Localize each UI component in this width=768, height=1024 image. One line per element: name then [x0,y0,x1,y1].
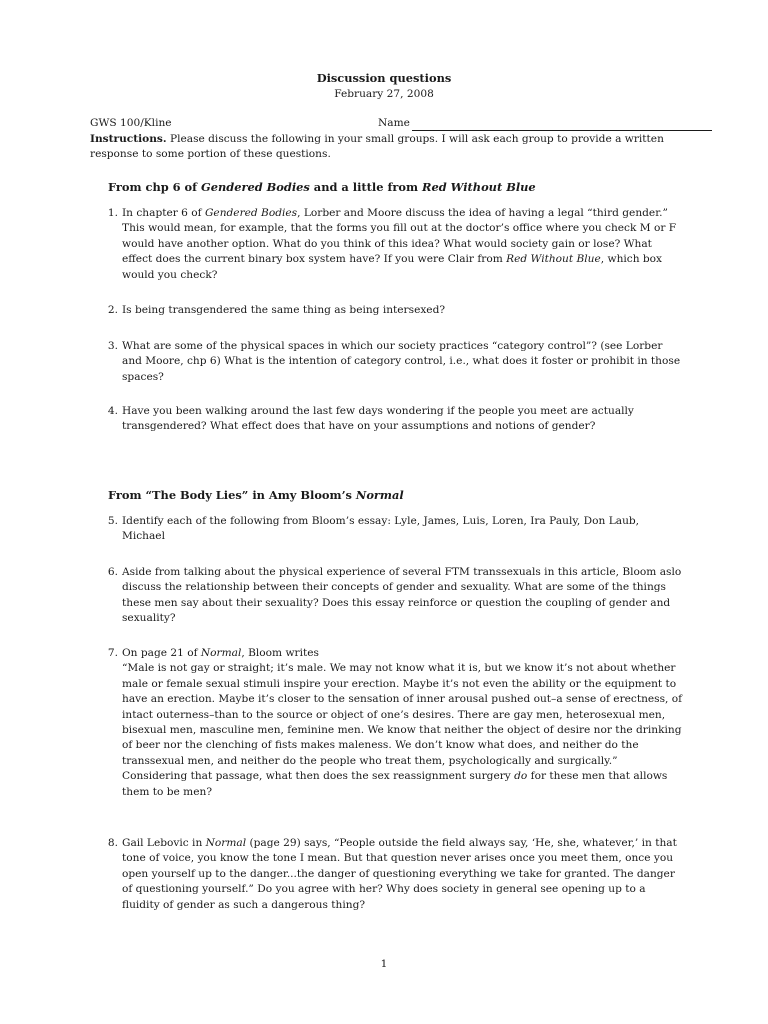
question-number: 6. [107,566,118,578]
question-number: 1. [107,207,118,219]
question-text: What are some of the physical spaces in which our society practices “category control”? (see Lorber and Moore, chp 6) What is the intention of category control, i.e., what does it foster or prohibit in those spaces? [122,340,681,383]
question-text [122,206,684,283]
section1-book1: Gendered Bodies [201,180,310,194]
q1-part-c: , Lorber and Moore discuss the idea of having a legal “third gender.” This would mean, for example, that the forms you fill out at the doctor’s office where you check M or F would have another option. What do you think of this idea? What would society gain or lose? What effect does the current binary box system have? If you were Clair from [122,207,677,266]
question-number: 3. [107,340,118,352]
question-4 [104,404,684,435]
q1-book-title-2: Red Without Blue [506,253,601,266]
question-text: Is being transgendered the same thing as being intersexed? [122,304,446,316]
question-8 [104,836,684,913]
q7-part-c: , Bloom writes [241,647,319,659]
instructions-paragraph [90,132,690,163]
question-5 [104,514,684,545]
name-field [378,116,712,131]
question-number: 5. [107,515,118,527]
q1-book-title: Gendered Bodies [204,207,298,219]
course-label: GWS 100/Kline [90,117,172,129]
question-1 [104,206,684,283]
q7-book-title: Normal [200,647,242,659]
q1-part-e: , which box would you check? [122,253,663,281]
section1-mid: and a little from [309,180,422,194]
question-6 [104,565,684,627]
section-heading-gendered-bodies [108,180,536,195]
question-number: 7. [107,647,118,659]
document-date: February 27, 2008 [334,88,434,100]
q8-part-c: (page 29) says, “People outside the field always say, ‘He, she, whatever,’ in that tone of voice, you know the tone I mean. But that question never arises once you meet them, once you open yourself up to the danger...the danger of questioning everything we take for granted. The danger of questioning yourself.” Do you agree with her? Why does society in general see opening up to a fluidity of gender as such a dangerous thing? [122,837,677,911]
question-text [122,646,684,661]
document-title: Discussion questions [316,71,452,85]
question-text: Have you been walking around the last few days wondering if the people you meet are actually transgendered? What effect does that have on your assumptions and notions of gender? [122,405,634,433]
q8-part-a: Gail Lebovic in [122,837,206,849]
instructions-label: Instructions. [90,133,167,145]
name-blank-line [412,118,712,131]
name-label: Name [378,117,410,129]
section1-pre: From chp 6 of [108,180,202,194]
question-2 [104,303,684,318]
block-quote: “Male is not gay or straight; it’s male. We may not know what it is, but we know it’s not about whether male or female sexual stimuli inspire your erection. Maybe it’s not even the ability or the equipment to have an erection. Maybe it’s closer to the sensation of inner arousal pushed out–a sense of erectness, of intact outerness–than to the source or object of one’s desires. There are gay men, heterosexual men, bisexual men, masculine men, feminine men. We know that neither the object of desire nor the drinking of beer nor the clenching of fists makes maleness. We don’t know what does, and neither do the transsexual men, and neither do the people who treat them, psychologically and surgically.” [122,662,683,767]
page-number: 1 [380,958,388,970]
question-number: 2. [107,304,118,316]
question-number: 8. [107,837,118,849]
question-3 [104,339,684,385]
q1-part-a: In chapter 6 of [122,207,205,219]
question-number: 4. [107,405,118,417]
question-followup [122,769,684,800]
question-text: Identify each of the following from Bloom’s essay: Lyle, James, Luis, Loren, Ira Pauly, Don Laub, Michael [122,515,640,543]
question-text [122,836,684,913]
section1-book2: Red Without Blue [421,180,536,194]
q8-book-title: Normal [205,837,247,849]
q7-part-a: On page 21 of [122,647,201,659]
q7-part-f: Considering that passage, what then does the sex reassignment surgery [122,770,515,783]
question-text: Aside from talking about the physical experience of several FTM transsexuals in this article, Bloom aslo discuss the relationship between their concepts of gender and sexuality. What are some of the things these men say about their sexuality? Does this essay reinforce or question the coupling of gender and sexuality? [122,566,682,625]
q7-part-h: for these men that allows them to be men? [122,770,668,798]
q7-emphasis: do [514,770,528,783]
question-7 [104,646,684,800]
section2-pre: From “The Body Lies” in Amy Bloom’s [108,488,356,502]
instructions-text: Please discuss the following in your small groups. I will ask each group to provide a written response to some portion of these questions. [90,133,664,161]
section-heading-body-lies [108,488,404,503]
section2-book: Normal [355,488,404,502]
